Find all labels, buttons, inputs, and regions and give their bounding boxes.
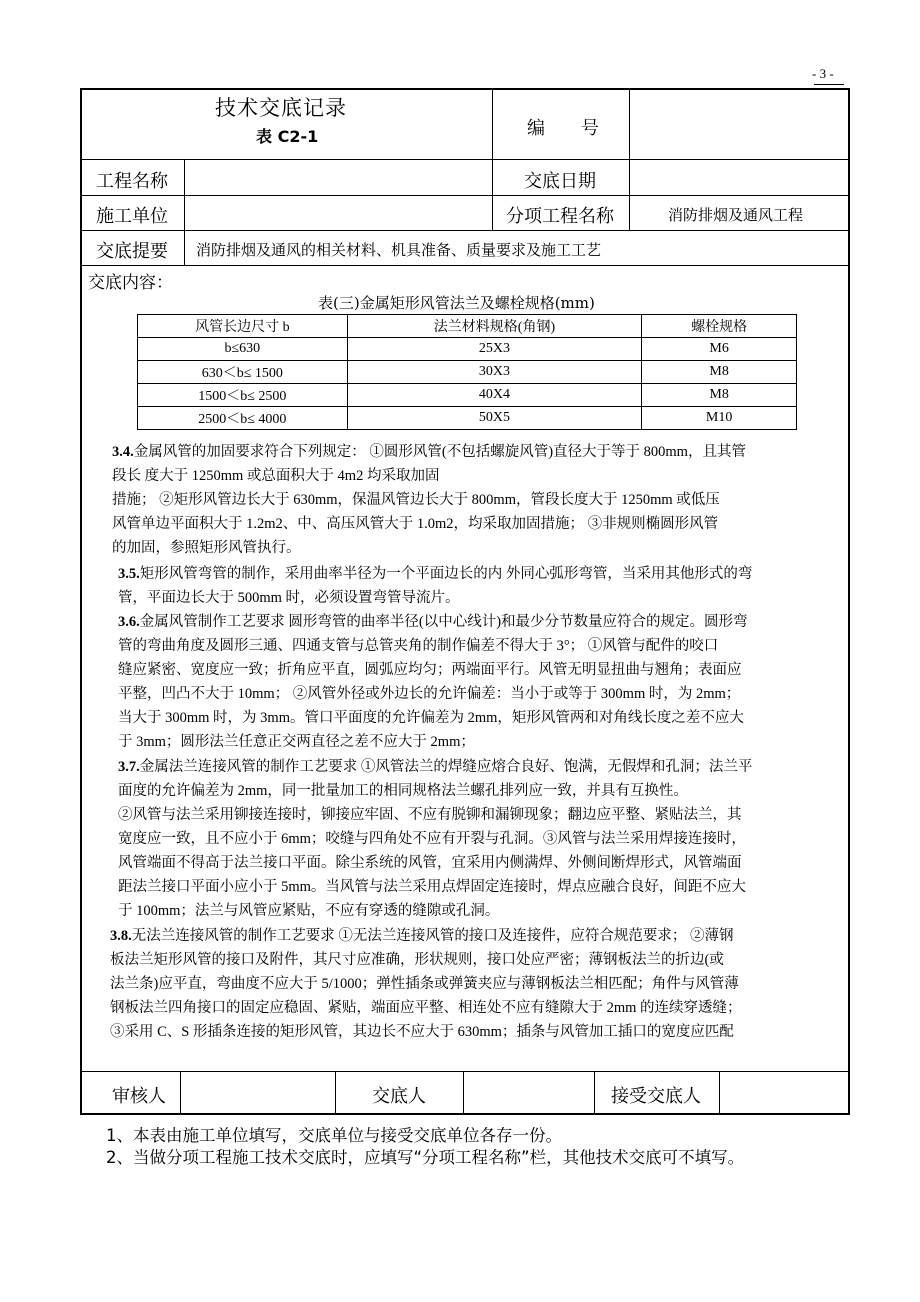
table-header-cell: 螺栓规格 xyxy=(642,315,797,338)
date-label: 交底日期 xyxy=(524,171,596,192)
reviewer-signature-field[interactable] xyxy=(186,1076,330,1110)
paragraph-3-4 xyxy=(112,440,844,560)
table-cell: 1500＜b≤ 2500 xyxy=(138,384,348,407)
paragraph-3-5 xyxy=(118,562,850,610)
spec-table xyxy=(137,314,797,430)
table-row xyxy=(138,384,797,407)
table-cell: 30X3 xyxy=(347,361,642,384)
spec-table-caption: 表(三)金属矩形风管法兰及螺栓规格(mm) xyxy=(318,294,595,312)
paragraph-line xyxy=(118,610,850,634)
paragraph-3-6 xyxy=(118,610,850,754)
col-divider xyxy=(629,88,630,195)
paragraph-number: 3.7. xyxy=(118,759,140,775)
table-row xyxy=(138,338,797,361)
table-cell: M8 xyxy=(642,361,797,384)
paragraph-number: 3.4. xyxy=(112,444,134,460)
subitem-value: 消防排烟及通风工程 xyxy=(668,206,804,224)
table-cell: 2500＜b≤ 4000 xyxy=(138,407,348,430)
page-number-underline xyxy=(814,84,844,85)
form-code: 表 C2-1 xyxy=(256,127,319,146)
table-cell: M8 xyxy=(642,384,797,407)
row-divider xyxy=(80,159,850,160)
table-cell: M6 xyxy=(642,338,797,361)
paragraph-line: 宽度应一致，且不应小于 6mm；咬缝与四角处不应有开裂与孔洞。③风管与法兰采用焊接连接时， xyxy=(118,831,746,847)
paragraph-line: 管的弯曲角度及圆形三通、四通支管与总管夹角的制作偏差不得大于 3°； ①风管与配件的咬口 xyxy=(118,638,719,654)
paragraph-3-8 xyxy=(110,924,842,1044)
col-divider xyxy=(180,1071,181,1115)
table-row xyxy=(138,407,797,430)
paragraph-line: ③采用 C、S 形插条连接的矩形风管，其边长不应大于 630mm；插条与风管加工插口的宽度应匹配 xyxy=(110,1024,734,1040)
col-divider xyxy=(463,1071,464,1115)
paragraph-line: 风管单边平面积大于 1.2m2、中、高压风管大于 1.0m2，均采取加固措施； ③非规则椭圆形风管 xyxy=(112,516,719,532)
table-cell: b≤630 xyxy=(138,338,348,361)
col-divider xyxy=(719,1071,720,1115)
paragraph-line: 钢板法兰四角接口的固定应稳固、紧贴，端面应平整、相连处不应有缝隙大于 2mm 的连续穿透缝； xyxy=(110,1000,742,1016)
paragraph-line: 板法兰矩形风管的接口及附件，其尺寸应准确，形状规则，接口处应严密；薄钢板法兰的折边(或 xyxy=(110,952,724,968)
paragraph-line: 当大于 300mm 时，为 3mm。管口平面度的允许偏差为 2mm，矩形风管两和对角线长度之差不应大 xyxy=(118,710,744,726)
table-cell: 40X4 xyxy=(347,384,642,407)
table-header-cell: 风管长边尺寸 b xyxy=(138,315,348,338)
table-header-row xyxy=(138,315,797,338)
contractor-label: 施工单位 xyxy=(96,206,168,227)
col-divider xyxy=(184,159,185,265)
row-divider xyxy=(80,265,850,266)
note-2: 2、当做分项工程施工技术交底时，应填写“分项工程名称”栏，其他技术交底可不填写。 xyxy=(106,1148,745,1167)
line-text: 金属风管的加固要求符合下列规定： ①圆形风管(不包括螺旋风管)直径大于等于 800mm，且其管 xyxy=(133,444,746,460)
col-divider xyxy=(629,195,630,230)
paragraph-line xyxy=(118,562,850,586)
table-cell: 50X5 xyxy=(347,407,642,430)
subitem-label: 分项工程名称 xyxy=(506,206,614,227)
table-cell: 25X3 xyxy=(347,338,642,361)
paragraph-line: 的加固，参照矩形风管执行。 xyxy=(112,540,301,556)
paragraph-line: 缝应紧密、宽度应一致；折角应平直，圆弧应均匀；两端面平行。风管无明显扭曲与翘角；表面应 xyxy=(118,662,742,678)
line-text: 金属风管制作工艺要求 圆形弯管的曲率半径(以中心线计)和最少分节数量应符合的规定。圆形弯 xyxy=(139,614,748,630)
contractor-field[interactable] xyxy=(196,203,486,227)
table-row xyxy=(138,361,797,384)
paragraph-line xyxy=(112,440,844,464)
date-field[interactable] xyxy=(640,168,840,192)
line-text: 金属法兰连接风管的制作工艺要求 ①风管法兰的焊缝应熔合良好、饱满，无假焊和孔洞；法兰平 xyxy=(139,759,753,775)
receiver-label: 接受交底人 xyxy=(611,1086,701,1107)
paragraph-line: 法兰条)应平直，弯曲度不应大于 5/1000；弹性插条或弹簧夹应与薄钢板法兰相匹配；角件与风管薄 xyxy=(110,976,739,992)
summary-label: 交底提要 xyxy=(96,241,168,262)
paragraph-number: 3.8. xyxy=(110,928,132,944)
discloser-signature-field[interactable] xyxy=(469,1076,589,1110)
col-divider xyxy=(492,88,493,195)
table-header-cell: 法兰材料规格(角钢) xyxy=(347,315,642,338)
paragraph-line: ②风管与法兰采用铆接连接时，铆接应牢固、不应有脱铆和漏铆现象；翻边应平整、紧贴法兰，其 xyxy=(118,807,742,823)
paragraph-line: 管，平面边长大于 500mm 时，必须设置弯管导流片。 xyxy=(118,590,460,606)
summary-value: 消防排烟及通风的相关材料、机具准备、质量要求及施工工艺 xyxy=(196,241,602,259)
receiver-signature-field[interactable] xyxy=(725,1076,845,1110)
reviewer-label: 审核人 xyxy=(112,1086,166,1107)
paragraph-number: 3.6. xyxy=(118,614,140,630)
note-1: 1、本表由施工单位填写，交底单位与接受交底单位各存一份。 xyxy=(106,1126,562,1145)
paragraph-line: 距法兰接口平面小应小于 5mm。当风管与法兰采用点焊固定连接时，焊点应融合良好，间距不应大 xyxy=(118,879,746,895)
content-label: 交底内容： xyxy=(88,273,173,293)
line-text: 矩形风管弯管的制作，采用曲率半径为一个平面边长的内 外同心弧形弯管，当采用其他形式的弯 xyxy=(139,566,753,582)
table-cell: 630＜b≤ 1500 xyxy=(138,361,348,384)
paragraph-3-7 xyxy=(118,755,850,923)
paragraph-line: 风管端面不得高于法兰接口平面。除尘系统的风管，宜采用内侧满焊、外侧间断焊形式，风管端面 xyxy=(118,855,742,871)
paragraph-line: 于 3mm；圆形法兰任意正交两直径之差不应大于 2mm； xyxy=(118,734,475,750)
paragraph-line: 平整，凹凸不大于 10mm； ②风管外径或外边长的允许偏差：当小于或等于 300mm 时，为 2mm； xyxy=(118,686,741,702)
row-divider xyxy=(80,195,850,196)
row-divider xyxy=(80,1071,850,1072)
paragraph-line: 面度的允许偏差为 2mm，同一批量加工的相同规格法兰螺孔排列应一致，并具有互换性。 xyxy=(118,783,688,799)
number-label: 编 号 xyxy=(527,118,599,139)
paragraph-line xyxy=(118,755,850,779)
row-divider xyxy=(80,230,850,231)
paragraph-line: 措施； ②矩形风管边长大于 630mm，保温风管边长大于 800mm，管段长度大于 1250mm 或低压 xyxy=(112,492,720,508)
line-text: 无法兰连接风管的制作工艺要求 ①无法兰连接风管的接口及连接件，应符合规范要求； ②薄钢 xyxy=(131,928,734,944)
table-cell: M10 xyxy=(642,407,797,430)
project-name-field[interactable] xyxy=(196,168,486,192)
paragraph-line: 段长 度大于 1250mm 或总面积大于 4m2 均采取加固 xyxy=(112,468,440,484)
project-name-label: 工程名称 xyxy=(96,171,168,192)
discloser-label: 交底人 xyxy=(372,1086,426,1107)
col-divider xyxy=(335,1071,336,1115)
paragraph-line: 于 100mm；法兰与风管应紧贴，不应有穿透的缝隙或孔洞。 xyxy=(118,903,500,919)
paragraph-number: 3.5. xyxy=(118,566,140,582)
page-number: - 3 - xyxy=(812,66,834,81)
col-divider xyxy=(492,195,493,230)
form-title: 技术交底记录 xyxy=(215,96,347,120)
col-divider xyxy=(594,1071,595,1115)
paragraph-line xyxy=(110,924,842,948)
